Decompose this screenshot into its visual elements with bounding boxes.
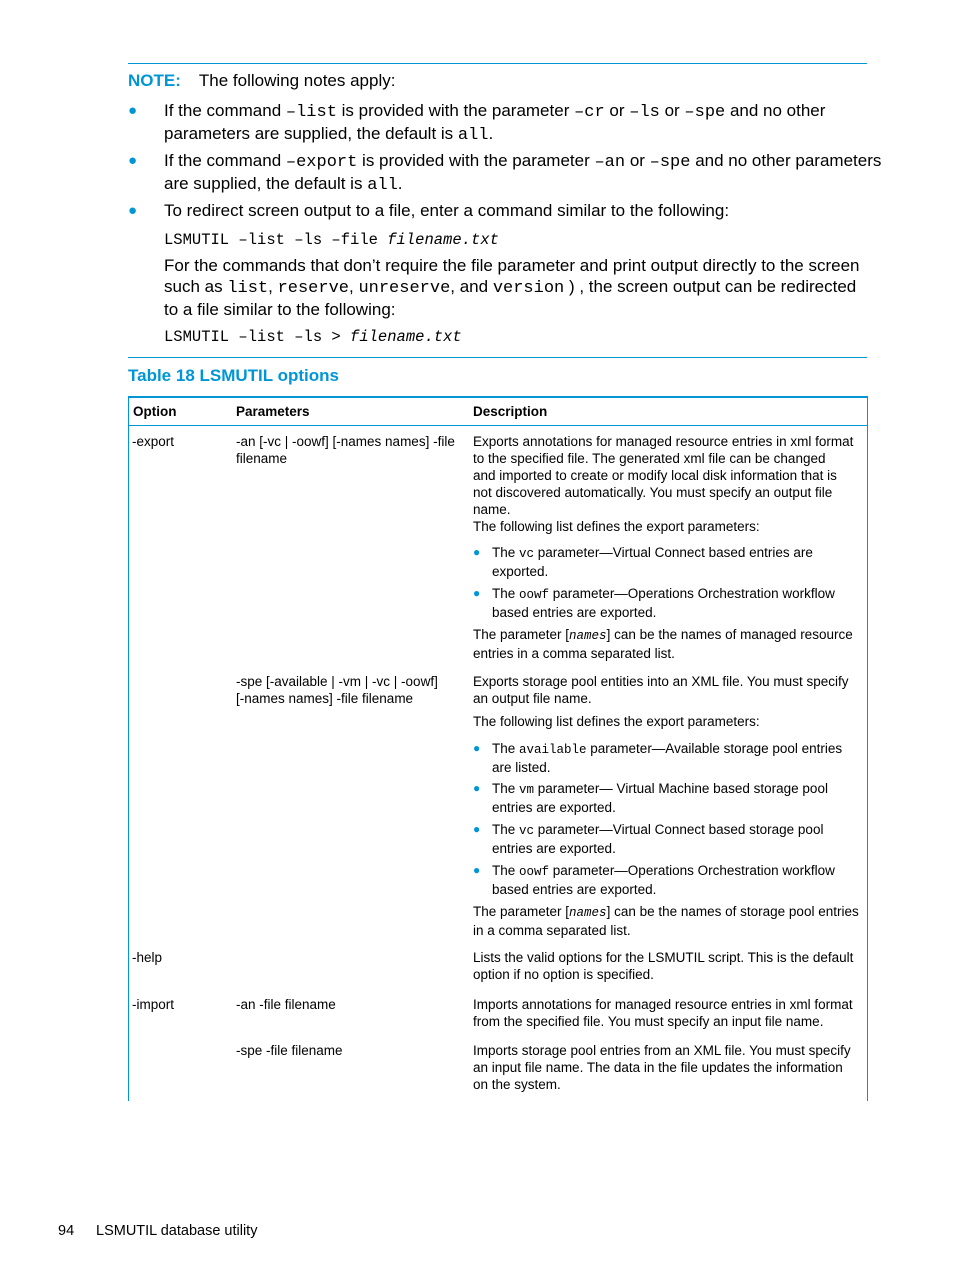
page-number: 94 xyxy=(58,1223,75,1239)
params-import-spe: -spe -file filename xyxy=(236,1043,343,1058)
export-spe-names-note: The parameter [names] can be the names of storage pool entries in a comma separated list. xyxy=(473,904,859,938)
desc-export-spe: Exports storage pool entities into an XML file. You must specify an output file name. xyxy=(473,674,849,706)
desc-import-spe: Imports storage pool entries from an XML file. You must specify an input file name. The data in the file updates the information on the system. xyxy=(473,1043,851,1092)
bullet-icon: ● xyxy=(128,202,138,219)
column-header-option: Option xyxy=(133,404,177,419)
code-example-1: LSMUTIL –list –ls –file filename.txt xyxy=(164,231,499,249)
params-export-an: -an [-vc | -oowf] [-names names] -file filename xyxy=(236,434,455,466)
note-paragraph: For the commands that don’t require the file parameter and print output directly to the screen such as list, reserve, unreserve, and version ) , the screen output can be redirected to a file similar to the following: xyxy=(164,256,860,319)
note-heading xyxy=(128,70,395,91)
bullet-icon: ● xyxy=(473,741,481,755)
column-header-description: Description xyxy=(473,404,548,419)
export-spe-intro: The following list defines the export parameters: xyxy=(473,714,760,729)
note-intro: The following notes apply: xyxy=(198,71,396,90)
bullet-icon: ● xyxy=(473,781,481,795)
note-label: NOTE: xyxy=(128,71,181,90)
desc-import-an: Imports annotations for managed resource entries in xml format from the specified file. You must specify an input file name. xyxy=(473,997,853,1029)
column-header-parameters: Parameters xyxy=(236,404,310,419)
footer-title: LSMUTIL database utility xyxy=(96,1223,258,1239)
bullet-icon: ● xyxy=(473,545,481,559)
option-import: -import xyxy=(132,997,175,1012)
note-bullet-1-line1: If the command –list is provided with the parameter –cr or –ls or –spe and no other xyxy=(164,101,826,122)
bullet-icon: ● xyxy=(128,152,138,169)
desc-help: Lists the valid options for the LSMUTIL script. This is the default option if no option is specified. xyxy=(473,950,854,982)
bullet-icon: ● xyxy=(128,102,138,119)
table-caption: Table 18 LSMUTIL options xyxy=(128,366,339,385)
bullet-icon: ● xyxy=(473,863,481,877)
note-bullet-2-line1: If the command –export is provided with the parameter –an or –spe and no other parameters xyxy=(164,151,882,172)
params-import-an: -an -file filename xyxy=(236,997,336,1012)
code-example-2: LSMUTIL –list –ls > filename.txt xyxy=(164,328,462,346)
note-bullet-3-text: To redirect screen output to a file, enter a command similar to the following: xyxy=(164,201,730,220)
option-export: -export xyxy=(132,434,175,449)
params-export-spe: -spe [-available | -vm | -vc | -oowf] [-names names] -file filename xyxy=(236,674,438,706)
desc-export-an: Exports annotations for managed resource entries in xml format to the specified file. The generated xml file can be changed and imported to create or modify local disk information that is not discovered automatically. You must specify an output file name. The following list defines the export parameters: xyxy=(473,434,854,534)
bullet-icon: ● xyxy=(473,822,481,836)
note-bullet-2-line2: are supplied, the default is all. xyxy=(164,174,403,195)
note-bullet-1-line2: parameters are supplied, the default is all. xyxy=(164,124,494,145)
bullet-icon: ● xyxy=(473,586,481,600)
export-an-names-note: The parameter [names] can be the names of managed resource entries in a comma separated list. xyxy=(473,627,853,661)
header-divider xyxy=(128,425,868,426)
option-help: -help xyxy=(132,950,163,965)
